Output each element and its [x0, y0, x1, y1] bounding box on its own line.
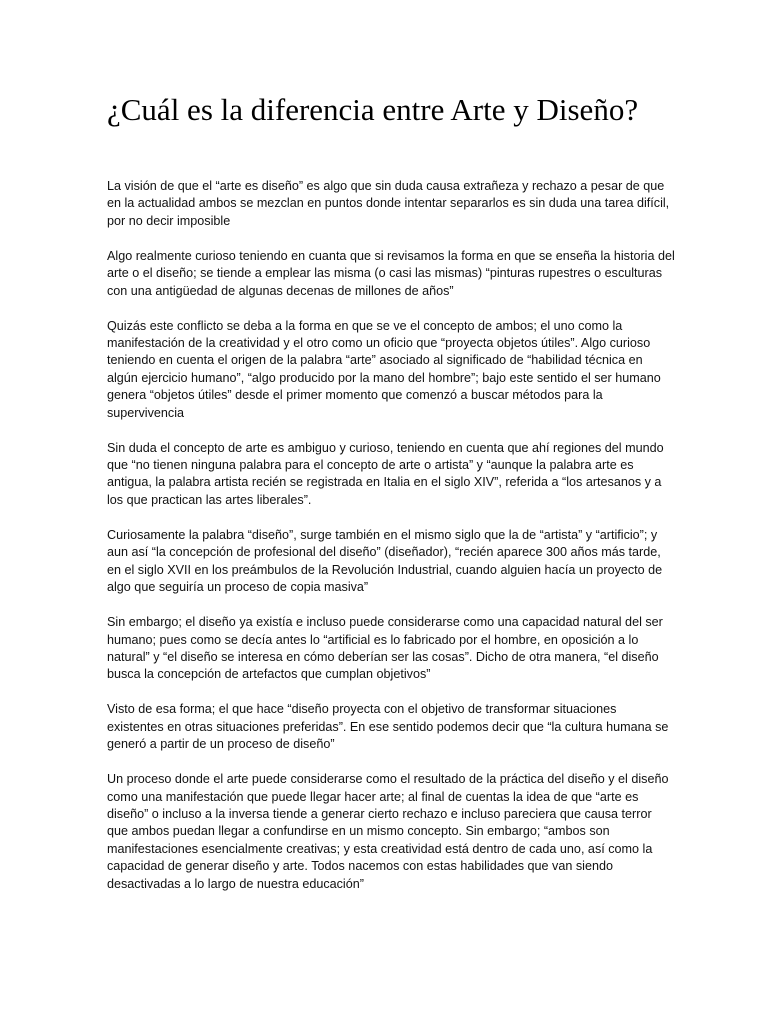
- paragraph-8: Un proceso donde el arte puede considerarse como el resultado de la práctica del diseño y el diseño como una manifestación que puede llegar hacer arte; al final de cuentas la idea de que “arte es diseño” o incluso a la inversa tiende a generar cierto rechazo e incluso pareciera que causa terror que ambos puedan llegar a confundirse en un mismo concepto. Sin embargo; “ambos son manifestaciones esencialmente creativas; y esta creatividad está dentro de cada uno, así como la capacidad de generar diseño y arte. Todos nacemos con estas habilidades que van siendo desactivadas a lo largo de nuestra educación”: [107, 772, 669, 891]
- paragraph-2: Algo realmente curioso teniendo en cuanta que si revisamos la forma en que se enseña la historia del arte o el diseño; se tiende a emplear las misma (o casi las mismas) “pinturas rupestres o esculturas con una antigüedad de algunas decenas de millones de años”: [107, 248, 675, 298]
- paragraph-3: Quizás este conflicto se deba a la forma en que se ve el concepto de ambos; el uno como la manifestación de la creatividad y el otro como un oficio que “proyecta objetos útiles”. Algo curioso teniendo en cuenta el origen de la palabra “arte” asociado al significado de “habilidad técnica en algún ejercicio humano”, “algo producido por la mano del hombre”; bajo este sentido el ser humano genera “objetos útiles” desde el primer momento que comenzó a buscar métodos para la supervivencia: [107, 318, 661, 420]
- paragraph-4: Sin duda el concepto de arte es ambiguo y curioso, teniendo en cuenta que ahí regiones del mundo que “no tienen ninguna palabra para el concepto de arte o artista” y “aunque la palabra arte es antigua, la palabra artista recién se registrada en Italia en el siglo XIV”, referida a “los artesanos y a los que practican las artes liberales”.: [107, 440, 664, 507]
- document-title: ¿Cuál es la diferencia entre Arte y Diseño?: [107, 92, 639, 127]
- paragraph-1: La visión de que el “arte es diseño” es algo que sin duda causa extrañeza y rechazo a pesar de que en la actualidad ambos se mezclan en puntos donde intentar separarlos es sin duda una tarea difícil, por no decir imposible: [107, 179, 670, 228]
- document-body: [107, 178, 675, 911]
- paragraph-5: Curiosamente la palabra “diseño”, surge también en el mismo siglo que la de “artista” y “artificio”; y aun así “la concepción de profesional del diseño” (diseñador), “recién aparece 300 años más tarde, en el siglo XVII en los preámbulos de la Revolución Industrial, cuando alguien hacía un proyecto de algo que seguiría un proceso de copia masiva”: [107, 527, 663, 595]
- paragraph-6: Sin embargo; el diseño ya existía e incluso puede considerarse como una capacidad natural del ser humano; pues como se decía antes lo “artificial es lo fabricado por el hombre, en oposición a lo natural” y “el diseño se interesa en cómo deberían ser las cosas”. Dicho de otra manera, “el diseño busca la concepción de artefactos que cumplan objetivos”: [107, 615, 663, 682]
- paragraph-7: Visto de esa forma; el que hace “diseño proyecta con el objetivo de transformar situaciones existentes en otras situaciones preferidas”. En ese sentido podemos decir que “la cultura humana se generó a partir de un proceso de diseño”: [107, 702, 669, 752]
